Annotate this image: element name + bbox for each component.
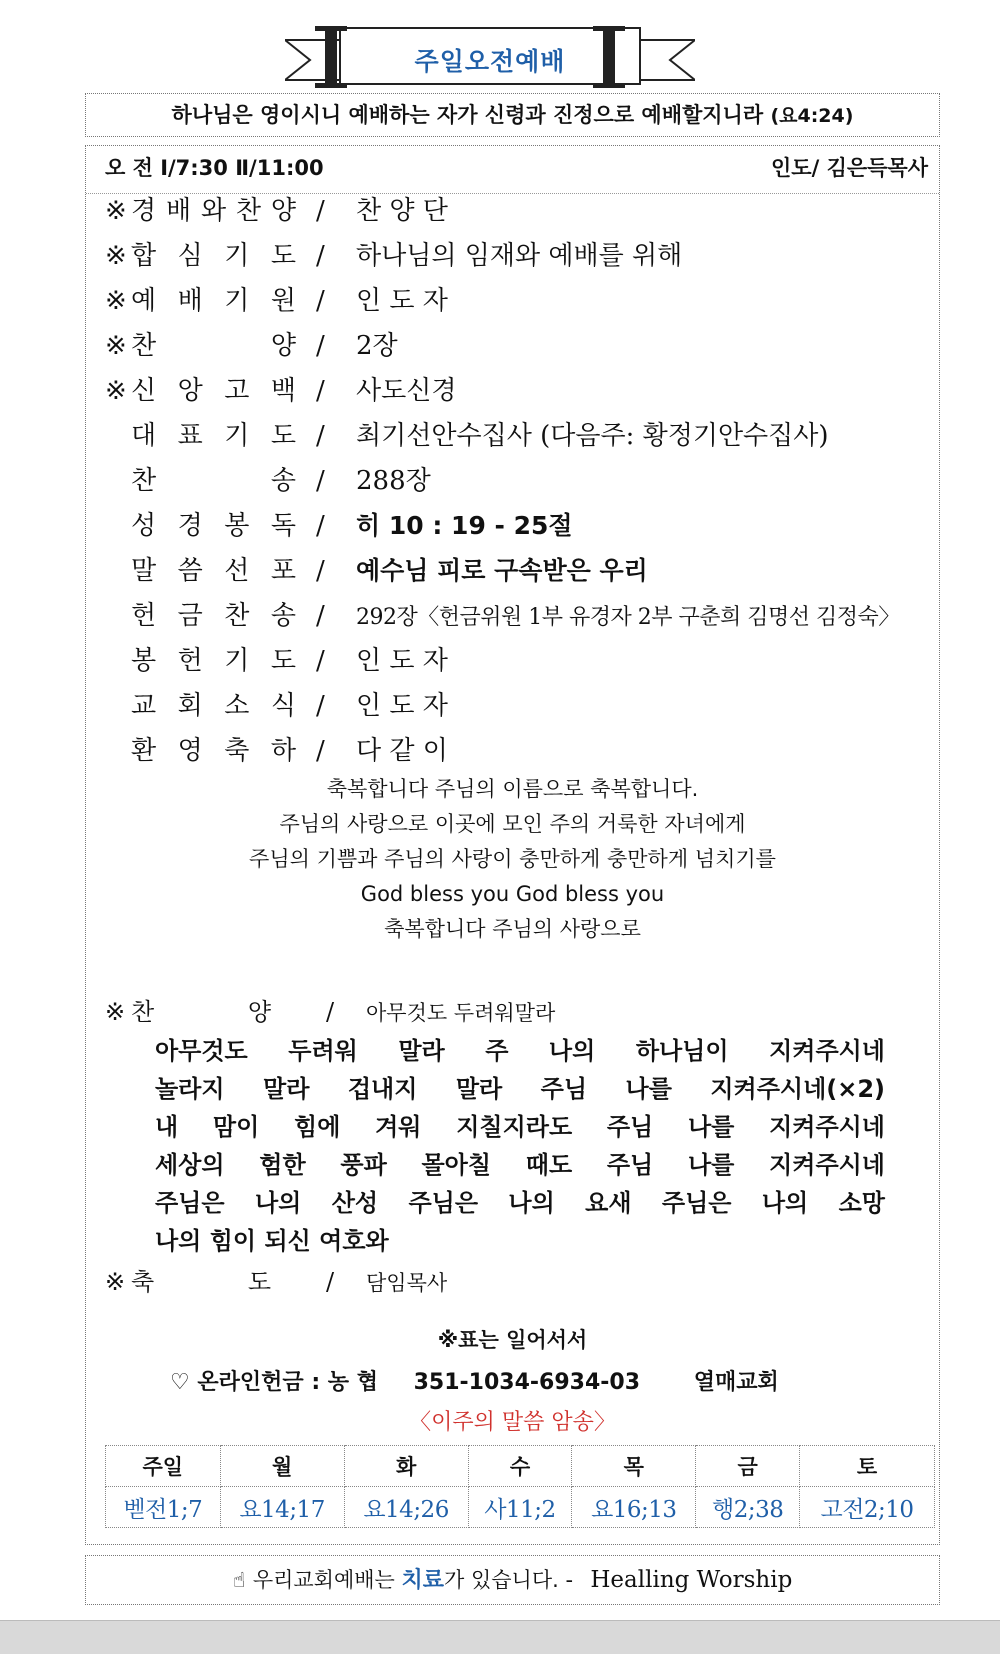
- label-char: 심: [177, 241, 203, 271]
- order-item-value: 인 도 자: [356, 646, 448, 676]
- label-char: 배: [177, 286, 203, 316]
- order-item-label: [131, 638, 296, 684]
- order-item: [105, 188, 448, 234]
- order-item-value: 예수님 피로 구속받은 우리: [356, 556, 648, 585]
- label-char: 경: [131, 196, 157, 226]
- label-char: 하: [270, 736, 296, 766]
- label-char: 예: [131, 286, 157, 316]
- order-item: [105, 278, 448, 324]
- blessing-line: 주님의 사랑으로 이곳에 모인 주의 거룩한 자녀에게: [279, 812, 746, 836]
- day-header: 금: [696, 1446, 800, 1487]
- order-item-benediction: [105, 1262, 447, 1303]
- label-char: 포: [270, 556, 296, 586]
- order-item-value: 288장: [356, 466, 431, 496]
- order-item-value: 아무것도 두려워말라: [366, 1001, 556, 1025]
- label-char: 배: [165, 196, 192, 226]
- order-item-label: [131, 458, 296, 504]
- account-number: 351-1034-6934-03: [413, 1370, 641, 1395]
- label-char: 금: [177, 601, 203, 631]
- separator: /: [316, 556, 325, 586]
- label-char: 말: [131, 556, 157, 586]
- separator: /: [316, 646, 325, 676]
- day-header: 화: [344, 1446, 468, 1487]
- label-char: 도: [270, 241, 296, 271]
- order-item-value: 담임목사: [366, 1271, 448, 1295]
- label-char: 찬: [131, 331, 157, 361]
- table-row: [106, 1446, 935, 1487]
- label-char: 와: [200, 196, 227, 226]
- label-char: 기: [224, 286, 250, 316]
- service-banner: [285, 22, 695, 92]
- verse-ref-cell: 고전2;10: [800, 1487, 935, 1528]
- label-char: 기: [224, 421, 250, 451]
- separator: /: [316, 466, 325, 496]
- order-item: [105, 323, 398, 369]
- standing-mark: ※: [105, 286, 127, 316]
- separator: /: [316, 601, 325, 631]
- order-item-value: 하나님의 임재와 예배를 위해: [356, 241, 683, 271]
- label-char: 찬: [131, 466, 157, 496]
- label-char: 양: [270, 196, 296, 226]
- memory-verse-table: [105, 1445, 935, 1528]
- page-edge: [0, 1620, 1000, 1654]
- banner-title: 주일오전예배: [414, 47, 566, 76]
- label-char: 송: [270, 466, 296, 496]
- footer-highlight: 치료: [401, 1568, 445, 1593]
- separator: /: [316, 736, 325, 766]
- order-item: [105, 503, 573, 549]
- pointing-hand-icon: ☝: [232, 1568, 246, 1592]
- order-item-label: [131, 503, 296, 549]
- label-char: 환: [131, 736, 157, 766]
- label-char: 고: [224, 376, 250, 406]
- blessing-line: 축복합니다 주님의 이름으로 축복합니다.: [326, 777, 699, 801]
- order-item-value: 다 같 이: [356, 736, 448, 766]
- label-char: 축: [224, 736, 250, 766]
- blessing-line: 축복합니다 주님의 사랑으로: [384, 917, 641, 941]
- label-char: 교: [131, 691, 157, 721]
- order-item-label: [131, 188, 296, 234]
- service-leader: 인도/ 김은득목사: [771, 156, 928, 180]
- verse-ref-cell: 요14;17: [220, 1487, 344, 1528]
- day-header: 토: [800, 1446, 935, 1487]
- label-char: 신: [131, 376, 157, 406]
- offering-label: 온라인헌금 : 농 협: [197, 1370, 378, 1395]
- day-header: 주일: [106, 1446, 221, 1487]
- separator: /: [316, 241, 325, 271]
- theme-verse-ref: (요4:24): [770, 105, 854, 127]
- separator: /: [326, 998, 335, 1026]
- standing-mark: ※: [105, 1268, 126, 1296]
- separator: /: [316, 511, 325, 541]
- label-char: 백: [270, 376, 296, 406]
- order-item-label: [131, 728, 296, 774]
- blessing-line: God bless you God bless you: [360, 882, 665, 906]
- order-item-label: 찬 양: [131, 998, 271, 1026]
- blessing-line: 주님의 기쁨과 주님의 사랑이 충만하게 충만하게 넘치기를: [249, 847, 776, 871]
- day-header: 목: [572, 1446, 696, 1487]
- order-item-value: 사도신경: [356, 376, 457, 406]
- separator: /: [316, 376, 325, 406]
- memory-verse-title: 〈이주의 말씀 암송〉: [409, 1410, 616, 1435]
- label-char: 헌: [131, 601, 157, 631]
- separator: /: [316, 691, 325, 721]
- standing-mark: ※: [105, 331, 127, 361]
- order-item: [105, 638, 448, 684]
- order-item-value: 292장〈헌금위원 1부 유경자 2부 구춘희 김명선 김정숙〉: [356, 605, 900, 630]
- order-item-label: [131, 278, 296, 324]
- separator: /: [326, 1268, 335, 1296]
- order-item-label: [131, 548, 296, 594]
- theme-verse-text: 하나님은 영이시니 예배하는 자가 신령과 진정으로 예배할지니라: [171, 103, 764, 127]
- service-time: 오 전 Ⅰ/7:30 Ⅱ/11:00: [105, 156, 324, 180]
- order-item: [105, 548, 648, 594]
- label-char: 대: [131, 421, 157, 451]
- order-item-value: 찬 양 단: [356, 196, 448, 226]
- order-item-label: [131, 683, 296, 729]
- standing-note: ※표는 일어서서: [437, 1328, 588, 1352]
- order-item-label: [131, 413, 296, 459]
- verse-ref-cell: 요14;26: [344, 1487, 468, 1528]
- lyric-line: 내 맘이 힘에 겨워 지칠지라도 주님 나를 지켜주시네: [155, 1113, 885, 1141]
- verse-ref-cell: 요16;13: [572, 1487, 696, 1528]
- footer-text-post: 가 있습니다. -: [444, 1568, 574, 1592]
- order-item-label: [131, 368, 296, 414]
- day-header: 월: [220, 1446, 344, 1487]
- label-char: 송: [270, 601, 296, 631]
- separator: /: [316, 196, 325, 226]
- order-item-label: [131, 323, 296, 369]
- label-char: 찬: [235, 196, 262, 226]
- order-item-value: 최기선안수집사 (다음주: 황정기안수집사): [356, 421, 829, 451]
- footer-text-pre: 우리교회예배는: [252, 1568, 402, 1592]
- label-char: 원: [270, 286, 296, 316]
- standing-mark: ※: [105, 376, 127, 406]
- label-char: 기: [224, 241, 250, 271]
- footer-english: Healling Worship: [590, 1567, 793, 1593]
- label-char: 도: [270, 421, 296, 451]
- lyric-line: 주님은 나의 산성 주님은 나의 요새 주님은 나의 소망: [155, 1189, 885, 1217]
- separator: /: [316, 421, 325, 451]
- order-item-label: 축 도: [131, 1268, 271, 1296]
- label-char: 소: [224, 691, 250, 721]
- theme-verse: [85, 93, 940, 137]
- standing-mark: ※: [105, 241, 127, 271]
- order-item: [105, 593, 900, 639]
- verse-ref-cell: 사11;2: [468, 1487, 572, 1528]
- label-char: 성: [131, 511, 157, 541]
- verse-ref-cell: 벧전1;7: [106, 1487, 221, 1528]
- label-char: 도: [270, 646, 296, 676]
- order-item-value: 히 10 : 19 - 25절: [356, 511, 573, 540]
- order-item-label: [131, 233, 296, 279]
- label-char: 찬: [224, 601, 250, 631]
- separator: /: [316, 286, 325, 316]
- day-header: 수: [468, 1446, 572, 1487]
- label-char: 기: [224, 646, 250, 676]
- label-char: 봉: [131, 646, 157, 676]
- lyric-line: 나의 힘이 되신 여호와: [155, 1227, 389, 1255]
- separator: /: [316, 331, 325, 361]
- order-item: [105, 233, 682, 279]
- label-char: 독: [270, 511, 296, 541]
- order-item: [105, 683, 448, 729]
- label-char: 양: [270, 331, 296, 361]
- table-row: [106, 1487, 935, 1528]
- label-char: 영: [177, 736, 203, 766]
- label-char: 회: [177, 691, 203, 721]
- lyric-line: 놀라지 말라 겁내지 말라 주님 나를 지켜주시네(×2): [155, 1075, 885, 1103]
- order-item-value: 2장: [356, 331, 398, 361]
- standing-mark: ※: [105, 998, 126, 1026]
- order-item: [105, 728, 448, 774]
- label-char: 헌: [177, 646, 203, 676]
- order-item: [105, 413, 829, 459]
- order-item-label: [131, 593, 296, 639]
- footer-slogan: [86, 1558, 939, 1603]
- label-char: 앙: [177, 376, 203, 406]
- label-char: 선: [224, 556, 250, 586]
- church-name: 열매교회: [693, 1370, 779, 1395]
- verse-ref-cell: 행2;38: [696, 1487, 800, 1528]
- order-item: [105, 368, 456, 414]
- lyric-line: 세상의 험한 풍파 몰아칠 때도 주님 나를 지켜주시네: [155, 1151, 885, 1179]
- online-offering: [170, 1365, 779, 1401]
- label-char: 표: [177, 421, 203, 451]
- order-item-praise-2: [105, 992, 555, 1033]
- label-char: 봉: [224, 511, 250, 541]
- standing-mark: ※: [105, 196, 127, 226]
- label-char: 씀: [177, 556, 203, 586]
- lyric-line: 아무것도 두려워 말라 주 나의 하나님이 지켜주시네: [155, 1037, 885, 1065]
- order-item-value: 인 도 자: [356, 691, 448, 721]
- label-char: 합: [131, 241, 157, 271]
- label-char: 식: [270, 691, 296, 721]
- order-item: [105, 458, 431, 504]
- label-char: 경: [177, 511, 203, 541]
- heart-icon: ♡: [170, 1370, 190, 1395]
- order-item-value: 인 도 자: [356, 286, 448, 316]
